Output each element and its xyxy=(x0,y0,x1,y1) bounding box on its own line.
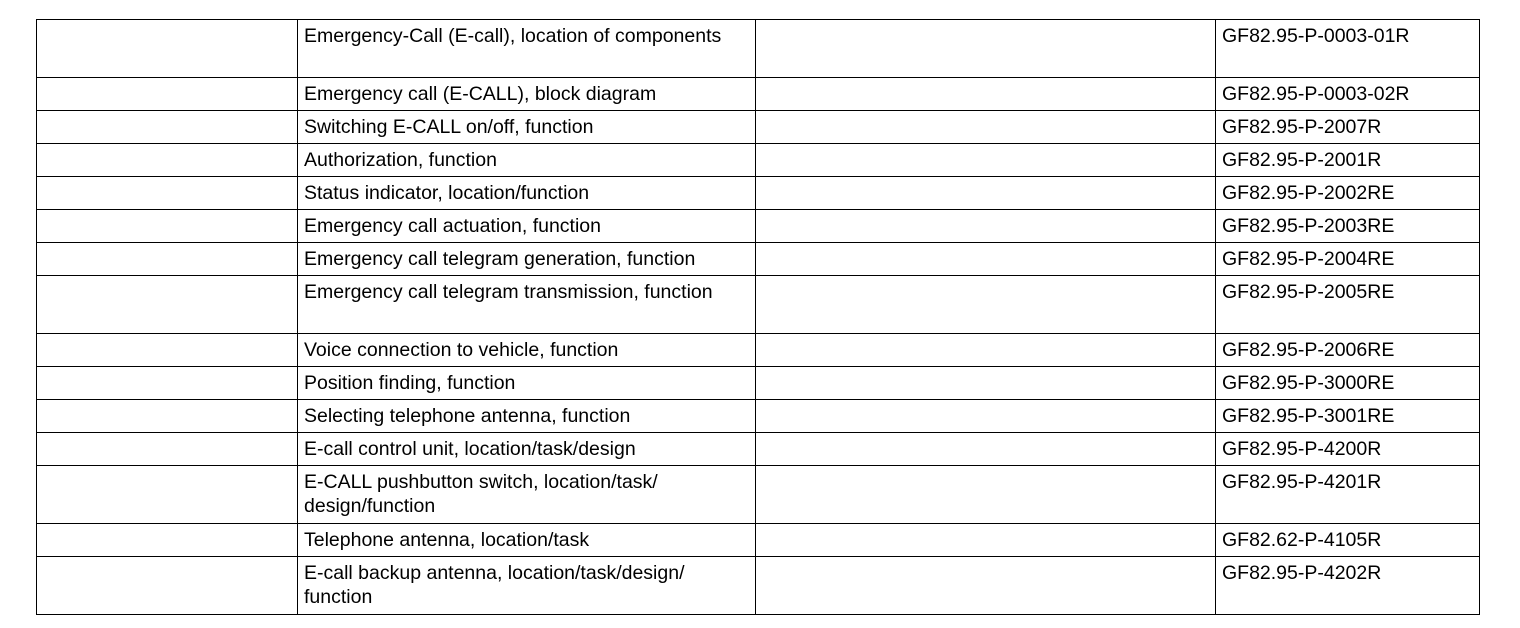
reference-table xyxy=(36,19,1480,615)
document-number-cell[interactable]: GF82.95-P-2002RE xyxy=(1216,177,1480,210)
table-row xyxy=(37,144,1480,177)
description-cell: Emergency call actuation, function xyxy=(298,210,756,243)
empty-cell xyxy=(756,111,1216,144)
empty-cell xyxy=(37,557,298,615)
empty-cell xyxy=(37,334,298,367)
document-number-cell[interactable]: GF82.95-P-2001R xyxy=(1216,144,1480,177)
description-cell: Emergency call telegram transmission, function xyxy=(298,276,756,334)
empty-cell xyxy=(756,334,1216,367)
table-row xyxy=(37,524,1480,557)
table-body xyxy=(37,20,1480,615)
document-number-cell[interactable]: GF82.95-P-0003-01R xyxy=(1216,20,1480,78)
description-cell: Status indicator, location/function xyxy=(298,177,756,210)
table-row xyxy=(37,210,1480,243)
table-row xyxy=(37,367,1480,400)
empty-cell xyxy=(37,466,298,524)
empty-cell xyxy=(37,177,298,210)
document-number-cell[interactable]: GF82.95-P-3001RE xyxy=(1216,400,1480,433)
description-cell: Voice connection to vehicle, function xyxy=(298,334,756,367)
table-row xyxy=(37,466,1480,524)
empty-cell xyxy=(37,276,298,334)
empty-cell xyxy=(756,524,1216,557)
table-row xyxy=(37,334,1480,367)
description-cell: Emergency call telegram generation, function xyxy=(298,243,756,276)
empty-cell xyxy=(37,210,298,243)
empty-cell xyxy=(37,20,298,78)
table-row xyxy=(37,243,1480,276)
description-cell: Position finding, function xyxy=(298,367,756,400)
description-cell: Selecting telephone antenna, function xyxy=(298,400,756,433)
document-number-cell[interactable]: GF82.95-P-3000RE xyxy=(1216,367,1480,400)
document-number-cell[interactable]: GF82.95-P-2005RE xyxy=(1216,276,1480,334)
description-cell: E-CALL pushbutton switch, location/task/ design/function xyxy=(298,466,756,524)
empty-cell xyxy=(756,367,1216,400)
empty-cell xyxy=(756,557,1216,615)
document-number-cell[interactable]: GF82.95-P-4201R xyxy=(1216,466,1480,524)
empty-cell xyxy=(37,524,298,557)
document-number-cell[interactable]: GF82.95-P-2006RE xyxy=(1216,334,1480,367)
table-row xyxy=(37,111,1480,144)
empty-cell xyxy=(756,78,1216,111)
empty-cell xyxy=(37,144,298,177)
document-number-cell[interactable]: GF82.95-P-2007R xyxy=(1216,111,1480,144)
empty-cell xyxy=(37,433,298,466)
document-number-cell[interactable]: GF82.62-P-4105R xyxy=(1216,524,1480,557)
table-row xyxy=(37,557,1480,615)
table-row xyxy=(37,433,1480,466)
empty-cell xyxy=(37,78,298,111)
description-cell: E-call control unit, location/task/design xyxy=(298,433,756,466)
description-cell: Emergency-Call (E-call), location of components xyxy=(298,20,756,78)
empty-cell xyxy=(756,210,1216,243)
document-number-cell[interactable]: GF82.95-P-0003-02R xyxy=(1216,78,1480,111)
empty-cell xyxy=(756,466,1216,524)
empty-cell xyxy=(756,243,1216,276)
document-number-cell[interactable]: GF82.95-P-4202R xyxy=(1216,557,1480,615)
table-row xyxy=(37,20,1480,78)
description-cell: Switching E-CALL on/off, function xyxy=(298,111,756,144)
empty-cell xyxy=(756,20,1216,78)
empty-cell xyxy=(756,276,1216,334)
table-row xyxy=(37,400,1480,433)
description-cell: Authorization, function xyxy=(298,144,756,177)
document-number-cell[interactable]: GF82.95-P-4200R xyxy=(1216,433,1480,466)
table-row xyxy=(37,276,1480,334)
description-cell: E-call backup antenna, location/task/design/ function xyxy=(298,557,756,615)
empty-cell xyxy=(756,400,1216,433)
table-row xyxy=(37,78,1480,111)
empty-cell xyxy=(37,243,298,276)
empty-cell xyxy=(37,400,298,433)
empty-cell xyxy=(756,177,1216,210)
empty-cell xyxy=(756,144,1216,177)
empty-cell xyxy=(37,367,298,400)
table-row xyxy=(37,177,1480,210)
description-cell: Emergency call (E-CALL), block diagram xyxy=(298,78,756,111)
empty-cell xyxy=(756,433,1216,466)
document-number-cell[interactable]: GF82.95-P-2004RE xyxy=(1216,243,1480,276)
document-number-cell[interactable]: GF82.95-P-2003RE xyxy=(1216,210,1480,243)
empty-cell xyxy=(37,111,298,144)
description-cell: Telephone antenna, location/task xyxy=(298,524,756,557)
